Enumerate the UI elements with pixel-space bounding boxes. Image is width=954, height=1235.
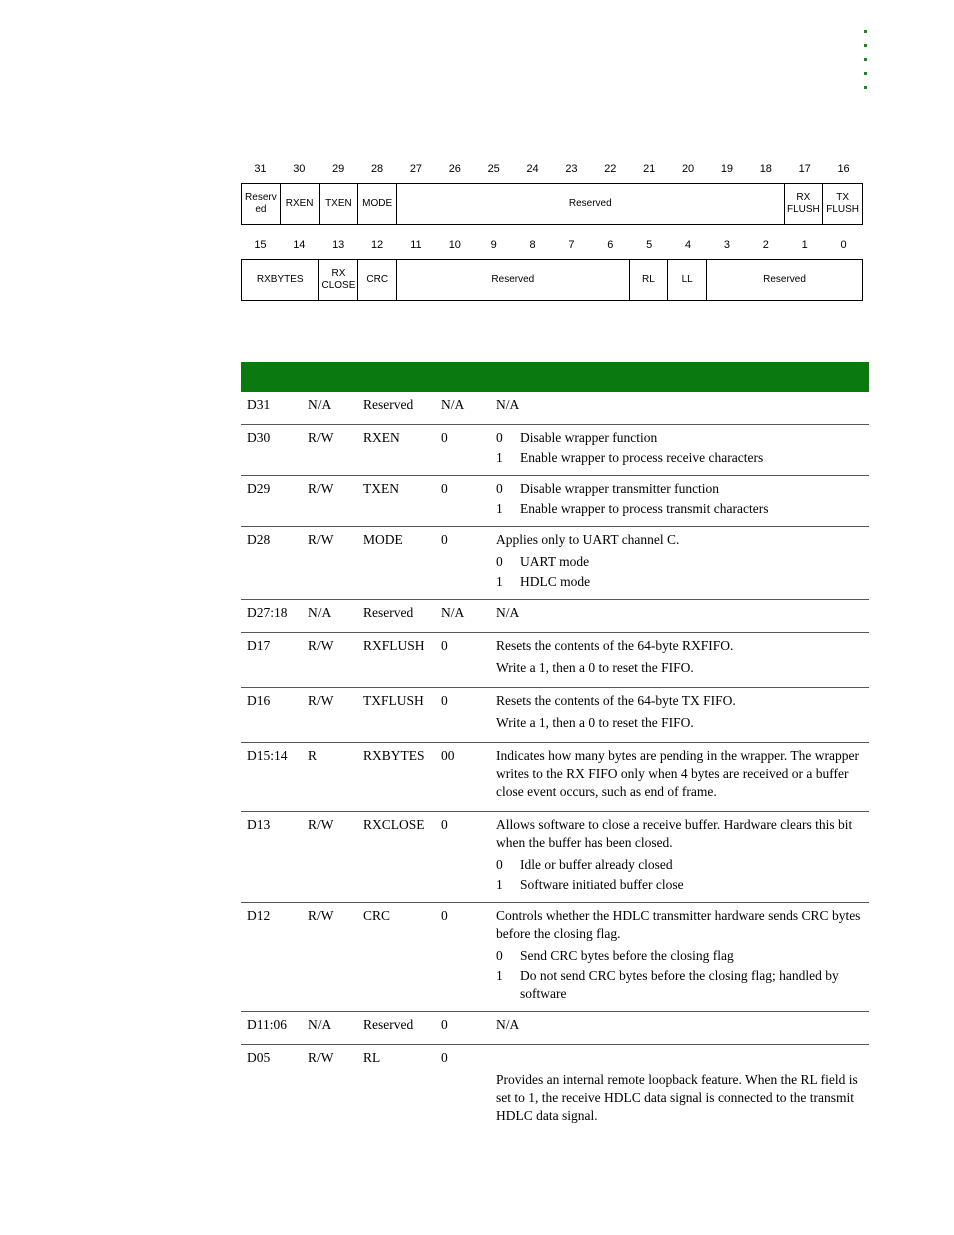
reset-cell: 0 <box>435 812 490 903</box>
register-diagram-lower <box>241 237 863 301</box>
access-cell: R/W <box>302 903 357 1012</box>
margin-dots <box>860 30 872 100</box>
description-cell <box>490 1045 869 1136</box>
mnemonic-cell: CRC <box>357 903 435 1012</box>
description-text: Resets the contents of the 64-byte RXFIFO. <box>496 638 734 653</box>
description-text: Provides an internal remote loopback feature. When the RL field is set to 1, the receive HDLC data signal is connected to the transmit HDLC data signal. <box>496 1072 858 1123</box>
access-cell: R/W <box>302 812 357 903</box>
register-field: LL <box>668 260 707 300</box>
bit-number: 5 <box>646 239 653 251</box>
reset-cell: 0 <box>435 527 490 600</box>
description-cell <box>490 600 869 633</box>
description-cell <box>490 425 869 476</box>
table-row <box>241 392 869 425</box>
mnemonic-cell: Reserved <box>357 392 435 425</box>
table-row <box>241 476 869 527</box>
description-cell <box>490 392 869 425</box>
register-bit-table <box>241 362 869 1135</box>
bits-cell: D11:06 <box>241 1012 302 1045</box>
bit-number: 8 <box>529 239 536 251</box>
description-text: Indicates how many bytes are pending in the wrapper. The wrapper writes to the RX FIFO only when 4 bytes are received or a buffer close event occurs, such as end of frame. <box>496 748 860 799</box>
table-row <box>241 527 869 600</box>
option-text: Software initiated buffer close <box>520 877 684 892</box>
option-text: Disable wrapper function <box>520 430 658 445</box>
table-row <box>241 812 869 903</box>
table-row <box>241 1045 869 1136</box>
option-text: Enable wrapper to process transmit characters <box>520 501 769 516</box>
table-row <box>241 903 869 1012</box>
bits-cell: D15:14 <box>241 743 302 812</box>
register-field: RXEN <box>281 184 320 224</box>
bits-cell: D31 <box>241 392 302 425</box>
bit-number: 2 <box>762 239 769 251</box>
description-text: N/A <box>496 1017 520 1032</box>
mnemonic-cell: RL <box>363 1050 381 1065</box>
bit-number: 14 <box>293 239 306 251</box>
description-cell <box>490 633 869 688</box>
description-cell <box>490 527 869 600</box>
option-value: 1 <box>496 501 503 516</box>
dot-3 <box>864 58 867 61</box>
table-row <box>241 600 869 633</box>
bit-number: 6 <box>607 239 614 251</box>
description-text: Allows software to close a receive buffer. Hardware clears this bit when the buffer has been closed. <box>496 817 853 850</box>
bit-number: 30 <box>293 163 306 175</box>
register-field: RX FLUSH <box>785 184 824 224</box>
description-text: Applies only to UART channel C. <box>496 532 680 547</box>
access-cell: R/W <box>302 688 357 743</box>
register-field: TX FLUSH <box>826 192 860 215</box>
bit-number: 0 <box>840 239 847 251</box>
bit-number: 22 <box>604 163 617 175</box>
description-text: Write a 1, then a 0 to reset the FIFO. <box>496 715 694 730</box>
option-value: 0 <box>496 857 503 872</box>
bits-cell: D29 <box>241 476 302 527</box>
option-text: Do not send CRC bytes before the closing flag; handled by software <box>520 968 839 1001</box>
reset-cell: 0 <box>435 633 490 688</box>
mnemonic-cell: RXEN <box>357 425 435 476</box>
bit-number: 21 <box>643 163 656 175</box>
bits-cell: D05 <box>247 1050 271 1065</box>
bit-number: 13 <box>332 239 345 251</box>
bits-cell: D16 <box>241 688 302 743</box>
description-cell <box>490 903 869 1012</box>
description-text: N/A <box>496 605 520 620</box>
reset-cell: 0 <box>435 688 490 743</box>
bit-number: 10 <box>448 239 461 251</box>
bits-cell: D28 <box>241 527 302 600</box>
value-option <box>496 500 863 518</box>
access-cell: R/W <box>302 527 357 600</box>
table-row <box>241 743 869 812</box>
option-text: HDLC mode <box>520 574 591 589</box>
bits-cell: D13 <box>241 812 302 903</box>
register-field: Reserv ed <box>242 184 281 224</box>
bit-number: 31 <box>254 163 267 175</box>
bit-number: 7 <box>568 239 575 251</box>
register-fields-lower <box>241 259 863 301</box>
register-field: RXBYTES <box>242 260 319 300</box>
register-field: Reserved <box>397 260 629 300</box>
table-row <box>241 633 869 688</box>
register-field: Reserved <box>397 184 784 224</box>
bit-number: 12 <box>370 239 384 251</box>
value-option <box>496 856 863 874</box>
table-body <box>241 392 869 1135</box>
access-cell: R/W <box>302 633 357 688</box>
mnemonic-cell: MODE <box>357 527 435 600</box>
option-value: 1 <box>496 968 503 983</box>
option-text: UART mode <box>520 554 590 569</box>
mnemonic-cell: TXFLUSH <box>357 688 435 743</box>
mnemonic-cell: RXFLUSH <box>357 633 435 688</box>
reset-cell: 0 <box>441 1050 448 1065</box>
reset-cell: 0 <box>435 1012 490 1045</box>
option-value: 0 <box>496 430 503 445</box>
bit-number: 28 <box>370 163 384 175</box>
option-value: 1 <box>496 877 503 892</box>
bit-number: 1 <box>801 239 808 251</box>
register-field: RL <box>630 260 669 300</box>
mnemonic-cell: Reserved <box>357 600 435 633</box>
description-text: Resets the contents of the 64-byte TX FIFO. <box>496 693 736 708</box>
bit-numbers-upper <box>241 161 863 177</box>
description-text: Controls whether the HDLC transmitter hardware sends CRC bytes before the closing flag. <box>496 908 861 941</box>
access-cell: N/A <box>302 1012 357 1045</box>
option-value: 0 <box>496 948 503 963</box>
access-cell: R <box>302 743 357 812</box>
value-option <box>496 876 863 894</box>
value-option <box>496 553 863 571</box>
option-value: 0 <box>496 481 503 496</box>
mnemonic-cell: RXCLOSE <box>357 812 435 903</box>
access-cell: N/A <box>302 600 357 633</box>
dot-4 <box>864 72 867 75</box>
value-option <box>496 449 863 467</box>
table-row <box>241 688 869 743</box>
register-diagram-upper <box>241 161 863 225</box>
bit-number: 16 <box>837 163 850 175</box>
value-option <box>496 967 863 1003</box>
table-row <box>241 425 869 476</box>
dot-2 <box>864 44 867 47</box>
bit-number: 27 <box>409 163 423 175</box>
value-option <box>496 947 863 965</box>
bit-number: 20 <box>681 163 695 175</box>
reset-cell: 00 <box>435 743 490 812</box>
bit-number: 24 <box>526 163 539 175</box>
reset-cell: 0 <box>435 903 490 1012</box>
option-text: Enable wrapper to process receive characters <box>520 450 764 465</box>
table-header-row <box>241 362 869 392</box>
mnemonic-cell: RXBYTES <box>357 743 435 812</box>
register-field: TXEN <box>320 184 359 224</box>
description-text: Write a 1, then a 0 to reset the FIFO. <box>496 660 694 675</box>
access-cell: R/W <box>302 425 357 476</box>
access-cell: N/A <box>302 392 357 425</box>
description-cell <box>490 688 869 743</box>
access-cell: R/W <box>308 1050 334 1065</box>
description-text: N/A <box>496 397 520 412</box>
bit-number: 26 <box>448 163 461 175</box>
mnemonic-cell: Reserved <box>357 1012 435 1045</box>
option-value: 1 <box>496 450 503 465</box>
bit-number: 3 <box>723 239 730 251</box>
bit-number: 29 <box>332 163 345 175</box>
bits-cell: D12 <box>241 903 302 1012</box>
bit-number: 15 <box>254 239 267 251</box>
description-cell <box>490 812 869 903</box>
value-option <box>496 573 863 591</box>
description-cell <box>490 1012 869 1045</box>
description-text <box>496 1049 863 1067</box>
register-field: MODE <box>358 184 397 224</box>
bit-number: 11 <box>410 239 422 251</box>
bits-cell: D17 <box>241 633 302 688</box>
option-text: Idle or buffer already closed <box>520 857 673 872</box>
bit-number: 25 <box>487 163 500 175</box>
value-option <box>496 429 863 447</box>
bit-number: 19 <box>720 163 734 175</box>
reset-cell: 0 <box>435 425 490 476</box>
register-field: RX CLOSE <box>319 260 358 300</box>
register-field: Reserved <box>763 274 806 285</box>
reset-cell: N/A <box>435 600 490 633</box>
reset-cell: 0 <box>435 476 490 527</box>
option-text: Disable wrapper transmitter function <box>520 481 720 496</box>
option-value: 1 <box>496 574 503 589</box>
reset-cell: N/A <box>435 392 490 425</box>
register-field: CRC <box>358 260 397 300</box>
table-row <box>241 1012 869 1045</box>
bit-number: 18 <box>759 163 772 175</box>
dot-1 <box>864 30 867 33</box>
dot-5 <box>864 86 867 89</box>
bit-number: 9 <box>490 239 497 251</box>
option-text: Send CRC bytes before the closing flag <box>520 948 734 963</box>
bit-number: 4 <box>685 239 692 251</box>
bit-number: 17 <box>798 163 811 175</box>
bit-number: 23 <box>565 163 578 175</box>
mnemonic-cell: TXEN <box>357 476 435 527</box>
value-option <box>496 480 863 498</box>
bits-cell: D30 <box>241 425 302 476</box>
description-cell <box>490 743 869 812</box>
bit-numbers-lower <box>241 237 863 253</box>
bits-cell: D27:18 <box>241 600 302 633</box>
option-value: 0 <box>496 554 503 569</box>
description-cell <box>490 476 869 527</box>
register-fields-upper <box>241 183 863 225</box>
access-cell: R/W <box>302 476 357 527</box>
